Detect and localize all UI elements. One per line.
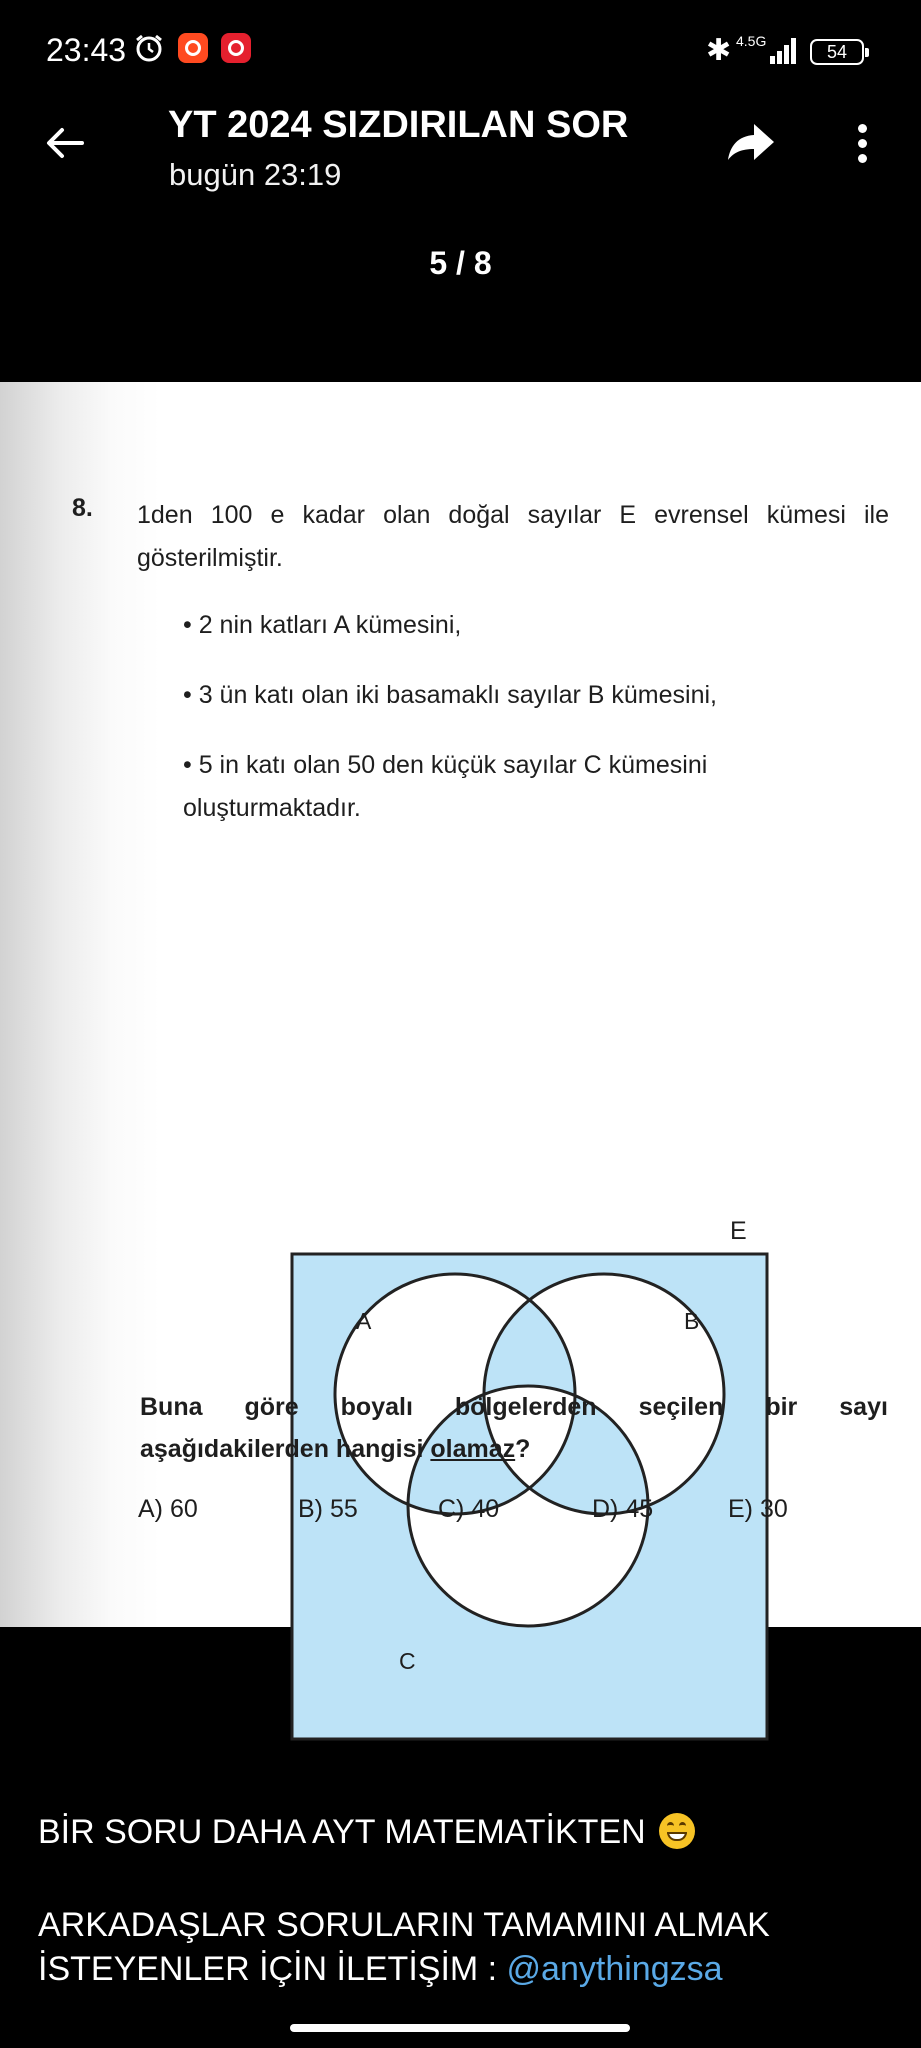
prompt-word: Buna <box>140 1393 203 1421</box>
caption-text: BİR SORU DAHA AYT MATEMATİKTEN <box>38 1813 646 1851</box>
battery-icon: 54 <box>810 39 864 65</box>
universe-label: E <box>730 1217 747 1245</box>
option-d: D) 45 <box>592 1495 654 1523</box>
message-time: bugün 23:19 <box>169 157 342 192</box>
back-arrow-icon[interactable] <box>42 120 88 166</box>
chat-title: YT 2024 SIZDIRILAN SOR <box>168 104 629 146</box>
status-bar <box>0 0 921 100</box>
prompt-word: seçilen <box>638 1393 724 1421</box>
option-e: E) 30 <box>728 1495 788 1523</box>
caption-line1 <box>38 1813 695 1852</box>
prompt-word: boyalı <box>340 1393 413 1421</box>
network-type: 4.5G <box>736 33 767 49</box>
prompt-word: bir <box>765 1393 798 1421</box>
grinning-face-icon <box>659 1813 695 1849</box>
signal-icon <box>770 38 798 64</box>
question-image[interactable] <box>0 382 921 1674</box>
option-b: B) 55 <box>298 1495 358 1523</box>
question-intro: 1den 100 e kadar olan doğal sayılar E evrensel kümesi ile gösterilmiştir. <box>137 501 889 572</box>
set-c-label: C <box>399 1648 416 1674</box>
app-notification-icon <box>178 33 208 63</box>
caption-line2 <box>38 1903 898 1991</box>
prompt-word: bölgelerden <box>454 1393 597 1421</box>
contact-handle-link[interactable]: @anythingzsa <box>506 1950 723 1988</box>
record-notification-icon <box>221 33 251 63</box>
status-time: 23:43 <box>46 32 127 68</box>
option-a: A) 60 <box>138 1495 198 1523</box>
more-options-icon[interactable] <box>848 122 878 166</box>
caption-contact-text: ARKADAŞLAR SORULARIN TAMAMINI ALMAK İSTEYENLER İÇİN İLETİŞİM : <box>38 1906 770 1988</box>
set-b-label: B <box>684 1308 700 1334</box>
question-number: 8. <box>72 494 93 522</box>
prompt-word: sayı <box>839 1393 888 1421</box>
bullet-set-b: • 3 ün katı olan iki basamaklı sayılar B kümesini, <box>183 681 717 709</box>
page-counter: 5 / 8 <box>429 245 492 281</box>
set-a-label: A <box>356 1308 372 1334</box>
prompt-end: ? <box>515 1435 531 1463</box>
prompt-word: göre <box>244 1393 299 1421</box>
bluetooth-icon: ✱ <box>706 34 732 67</box>
alarm-icon <box>134 33 164 63</box>
prompt-underlined: olamaz <box>430 1435 516 1463</box>
bullet-set-a: • 2 nin katları A kümesini, <box>183 611 462 639</box>
home-indicator[interactable] <box>290 2024 630 2032</box>
prompt-line2: aşağıdakilerden hangisi <box>140 1435 431 1463</box>
bullet-set-c: • 5 in katı olan 50 den küçük sayılar C kümesini oluşturmaktadır. <box>183 751 708 822</box>
question-prompt <box>140 1386 888 1470</box>
option-c: C) 40 <box>438 1495 500 1523</box>
share-icon[interactable] <box>726 120 776 164</box>
